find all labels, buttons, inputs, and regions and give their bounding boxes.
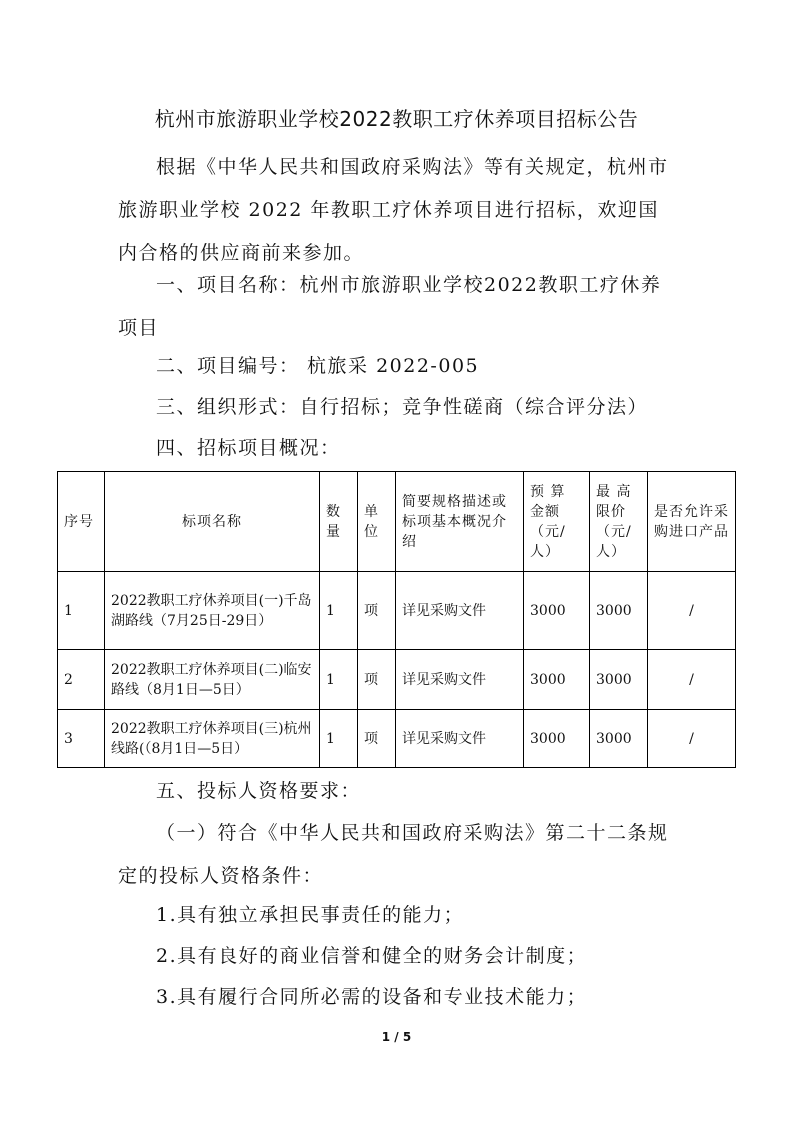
section-qualification: 五、投标人资格要求： [156, 780, 362, 802]
cell-budget: 3000 [524, 710, 590, 768]
section-organization: 三、组织形式：自行招标；竞争性磋商（综合评分法） [156, 396, 649, 418]
qualification-sub1: （一）符合《中华人民共和国政府采购法》第二十二条规定的投标人资格条件： [118, 822, 669, 887]
header-cell: 标项名称 [105, 472, 320, 572]
cell-name: 2022教职工疗休养项目(三)杭州线路(（8月1日—5日） [105, 710, 320, 768]
cell-qty: 1 [320, 572, 358, 650]
intro-paragraph: 根据《中华人民共和国政府采购法》等有关规定，杭州市旅游职业学校 2022 年教职工疗休养项目进行招标，欢迎国内合格的供应商前来参加。 [118, 156, 669, 264]
header-cell: 最 高 限价（元/人） [590, 472, 648, 572]
cell-budget: 3000 [524, 572, 590, 650]
cell-import: / [648, 650, 736, 710]
header-cell: 是否允许采购进口产品 [648, 472, 736, 572]
cell-unit: 项 [358, 710, 396, 768]
page-title: 杭州市旅游职业学校2022教职工疗休养项目招标公告 [154, 107, 639, 131]
cell-index: 3 [58, 710, 105, 768]
bid-table [57, 471, 736, 768]
header-cell: 简要规格描述或标项基本概况介绍 [396, 472, 524, 572]
page-number: 1 / 5 [381, 1030, 412, 1044]
cell-import: / [648, 572, 736, 650]
header-cell: 数量 [320, 472, 358, 572]
table-row [58, 572, 736, 650]
cell-name: 2022教职工疗休养项目(一)千岛湖路线（7月25日-29日） [105, 572, 320, 650]
cell-qty: 1 [320, 710, 358, 768]
section-bid-overview: 四、招标项目概况： [156, 437, 341, 459]
qualification-item-3: 3.具有履行合同所必需的设备和专业技术能力； [156, 986, 588, 1008]
table-header-row [58, 472, 736, 572]
cell-max-price: 3000 [590, 650, 648, 710]
cell-unit: 项 [358, 572, 396, 650]
qualification-item-2: 2.具有良好的商业信誉和健全的财务会计制度； [156, 945, 588, 967]
cell-desc: 详见采购文件 [396, 572, 524, 650]
cell-index: 1 [58, 572, 105, 650]
section-project-number: 二、项目编号： 杭旅采 2022-005 [156, 355, 480, 377]
cell-import: / [648, 710, 736, 768]
table-row [58, 710, 736, 768]
cell-unit: 项 [358, 650, 396, 710]
cell-index: 2 [58, 650, 105, 710]
cell-desc: 详见采购文件 [396, 710, 524, 768]
header-cell: 序号 [58, 472, 105, 572]
header-cell: 单位 [358, 472, 396, 572]
table-row [58, 650, 736, 710]
section-project-name: 一、项目名称：杭州市旅游职业学校2022教职工疗休养项目 [118, 274, 662, 339]
cell-max-price: 3000 [590, 710, 648, 768]
cell-desc: 详见采购文件 [396, 650, 524, 710]
qualification-item-1: 1.具有独立承担民事责任的能力； [156, 904, 465, 926]
header-cell: 预 算 金额（元/人） [524, 472, 590, 572]
cell-name: 2022教职工疗休养项目(二)临安路线（8月1日—5日） [105, 650, 320, 710]
cell-budget: 3000 [524, 650, 590, 710]
cell-max-price: 3000 [590, 572, 648, 650]
cell-qty: 1 [320, 650, 358, 710]
